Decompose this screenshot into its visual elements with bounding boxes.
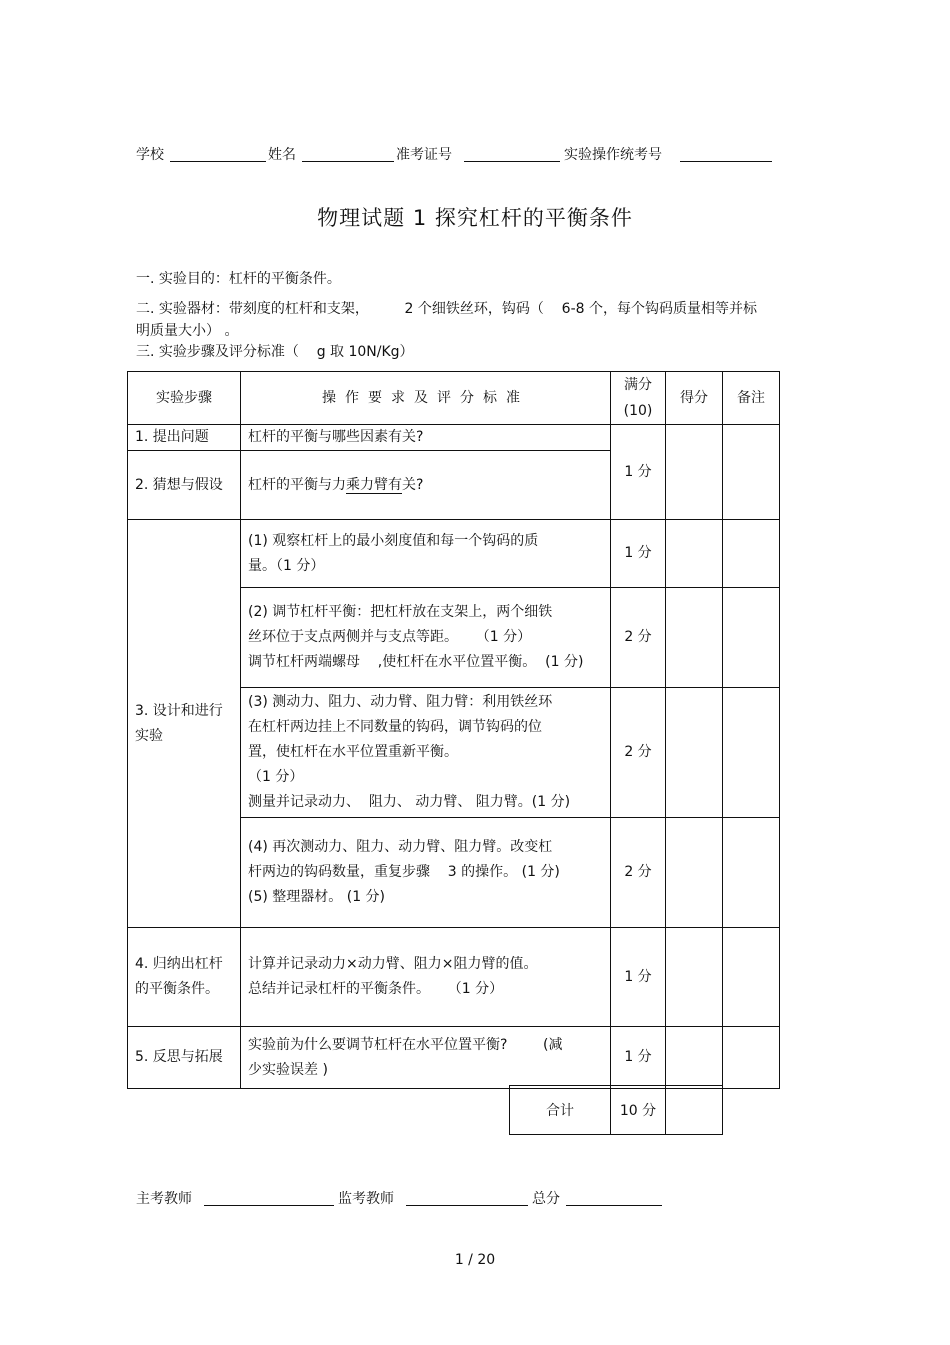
step-3-label: 3. 设计和进行实验: [128, 520, 241, 928]
table-row: [128, 928, 780, 1027]
total-score-blank: [566, 1205, 662, 1206]
step-3-2-points: 2 分: [611, 588, 666, 688]
footer-fields: [136, 1188, 676, 1208]
header-full-score: 满分 (10): [611, 372, 666, 425]
step-1-2-points: 1 分: [611, 425, 666, 520]
total-value: 10 分: [611, 1086, 666, 1135]
note-cell[interactable]: [723, 688, 780, 818]
score-cell[interactable]: [666, 928, 723, 1027]
page-title: 物理试题 1 探究杠杆的平衡条件: [317, 206, 633, 230]
total-table: [509, 1085, 723, 1135]
step-3-4-points: 2 分: [611, 818, 666, 928]
table-row: [128, 1027, 780, 1089]
note-cell[interactable]: [723, 928, 780, 1027]
step-5-points: 1 分: [611, 1027, 666, 1089]
step-3-3-req: (3) 测动力、阻力、动力臂、阻力臂：利用铁丝环 在杠杆两边挂上不同数量的钩码，调节钩码的位 置，使杠杆在水平位置重新平衡。 （1 分） 测量并记录动力、 阻力、 动力臂、 阻力臂。(1 分): [241, 688, 611, 818]
step-5-req: 实验前为什么要调节杠杆在水平位置平衡? (减 少实验误差 ): [241, 1027, 611, 1089]
school-label: 学校: [136, 147, 164, 163]
score-cell[interactable]: [666, 1027, 723, 1089]
score-cell[interactable]: [666, 688, 723, 818]
step-3-4-req: (4) 再次测动力、阻力、动力臂、阻力臂。改变杠 杆两边的钩码数量，重复步骤 3 的操作。 (1 分) (5) 整理器材。 (1 分): [241, 818, 611, 928]
step-3-1-req: (1) 观察杠杆上的最小刻度值和每一个钩码的质 量。（1 分）: [241, 520, 611, 588]
total-label: 合计: [510, 1086, 611, 1135]
step-4-req: 计算并记录动力×动力臂、阻力×阻力臂的值。 总结并记录杠杆的平衡条件。 （1 分）: [241, 928, 611, 1027]
proctor-label: 监考教师: [338, 1191, 394, 1207]
score-cell[interactable]: [666, 425, 723, 520]
step-2-req: 杠杆的平衡与力乘力臂有关?: [241, 451, 611, 520]
header-note: 备注: [723, 372, 780, 425]
intro-steps: 三. 实验步骤及评分标准（ g 取 10N/Kg）: [136, 344, 414, 360]
note-cell[interactable]: [723, 588, 780, 688]
step-3-3-points: 2 分: [611, 688, 666, 818]
score-cell[interactable]: [666, 588, 723, 688]
intro-materials-cont: 明质量大小） 。: [136, 323, 239, 339]
intro-purpose: 一. 实验目的：杠杆的平衡条件。: [136, 271, 341, 287]
name-blank: [302, 161, 394, 162]
exam-id-blank: [464, 161, 560, 162]
step-4-label: 4. 归纳出杠杆的平衡条件。: [128, 928, 241, 1027]
step-3-2-req: (2) 调节杠杆平衡：把杠杆放在支架上，两个细铁 丝环位于支点两侧并与支点等距。 （1 分） 调节杠杆两端螺母 ,使杠杆在水平位置平衡。 (1 分): [241, 588, 611, 688]
chief-teacher-label: 主考教师: [136, 1191, 192, 1207]
note-cell[interactable]: [723, 1027, 780, 1089]
header-criteria: 操作要求及评分标准: [241, 372, 611, 425]
chief-teacher-blank: [204, 1205, 334, 1206]
table-row: [128, 520, 780, 588]
exam-code-blank: [680, 161, 772, 162]
exam-id-label: 准考证号: [396, 147, 452, 163]
step-3-1-points: 1 分: [611, 520, 666, 588]
note-cell[interactable]: [723, 520, 780, 588]
exam-code-label: 实验操作统考号: [564, 147, 662, 163]
step-1-req: 杠杆的平衡与哪些因素有关?: [241, 425, 611, 451]
score-cell[interactable]: [666, 818, 723, 928]
name-label: 姓名: [268, 147, 296, 163]
school-blank: [170, 161, 266, 162]
scoring-table: [127, 371, 780, 1089]
step-4-points: 1 分: [611, 928, 666, 1027]
note-cell[interactable]: [723, 425, 780, 520]
proctor-blank: [406, 1205, 528, 1206]
intro-materials: 二. 实验器材：带刻度的杠杆和支架， 2 个细铁丝环，钩码（ 6-8 个，每个钩码质量相等并标: [136, 301, 757, 317]
total-score-label: 总分: [532, 1191, 560, 1207]
table-header-row: [128, 372, 780, 425]
table-row: [128, 425, 780, 451]
note-cell[interactable]: [723, 818, 780, 928]
step-2-label: 2. 猜想与假设: [128, 451, 241, 520]
header-steps: 实验步骤: [128, 372, 241, 425]
page-number: 1 / 20: [454, 1252, 496, 1268]
header-fields: [136, 144, 776, 164]
total-score-cell[interactable]: [666, 1086, 723, 1135]
score-cell[interactable]: [666, 520, 723, 588]
step-5-label: 5. 反思与拓展: [128, 1027, 241, 1089]
step-1-label: 1. 提出问题: [128, 425, 241, 451]
header-score: 得分: [666, 372, 723, 425]
